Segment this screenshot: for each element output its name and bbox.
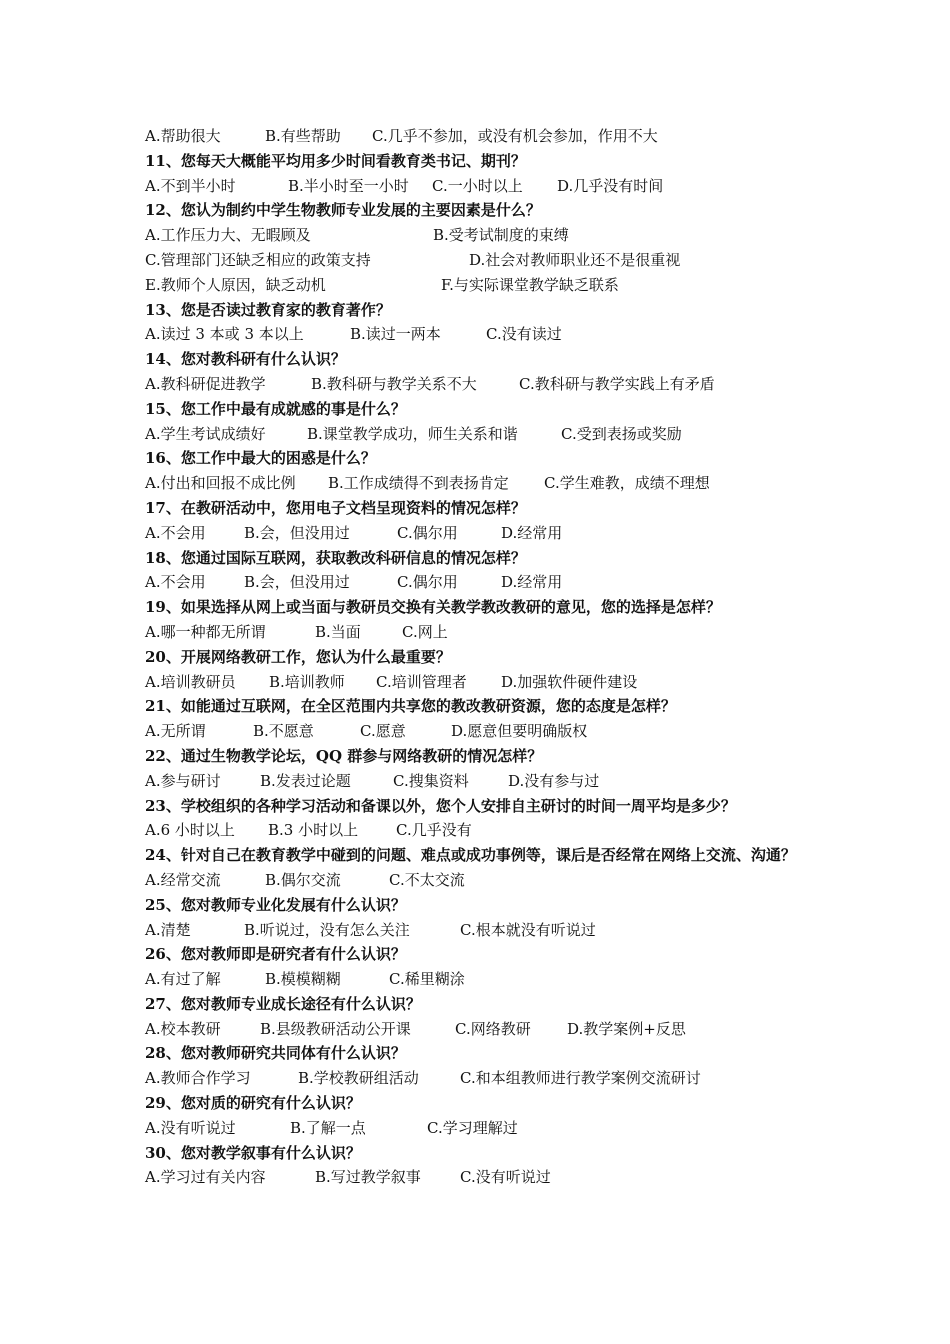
option-text: A.工作压力大、无暇顾及 [145,226,311,245]
option-text: C.学习理解过 [427,1118,518,1137]
option-text: C.几乎不参加，或没有机会参加，作用不大 [372,127,658,145]
options-row [145,422,825,447]
question-text: 21、如能通过互联网，在全区范围内共享您的教改教研资源，您的态度是怎样？ [145,697,676,716]
option-text: A.帮助很大 [145,127,221,145]
options-row [145,372,825,397]
option-text: A.读过 3 本或 3 本以上 [145,325,304,344]
option-text: A.无所谓 [145,722,206,741]
option-text: A.不到半小时 [145,176,236,195]
question-text: 16、您工作中最大的困惑是什么？ [145,449,376,468]
option-text: C.教科研与教学实践上有矛盾 [519,374,715,393]
option-text: A.参与研讨 [145,771,221,790]
option-text: B.县级教研活动公开课 [260,1019,411,1038]
option-text: D.社会对教师职业还不是很重视 [469,250,681,269]
option-text: A.有过了解 [145,970,221,989]
option-text: A.教师合作学习 [145,1069,251,1088]
options-row [145,719,825,744]
question-text: 23、学校组织的各种学习活动和备课以外，您个人安排自主研讨的时间一周平均是多少？ [145,796,736,815]
option-text: C.培训管理者 [376,672,467,691]
option-text: C.愿意 [360,722,406,741]
question-text: 18、您通过国际互联网，获取教改科研信息的情况怎样？ [145,548,526,567]
option-text: A.不会用 [145,573,206,592]
question-text: 15、您工作中最有成就感的事是什么？ [145,399,406,418]
option-text: B.课堂教学成功，师生关系和谐 [307,424,518,443]
option-text: A.没有听说过 [145,1118,236,1137]
options-row [145,322,825,347]
option-text: B.模模糊糊 [265,970,341,989]
option-text: C.偶尔用 [397,523,458,542]
question-text: 29、您对质的研究有什么认识？ [145,1094,361,1113]
options-row [145,1165,825,1190]
option-text: B.半小时至一小时 [288,176,409,195]
option-text: F.与实际课堂教学缺乏联系 [441,275,619,294]
option-text: A.付出和回报不成比例 [145,474,296,493]
question-text: 24、针对自己在教育教学中碰到的问题、难点或成功事例等，课后是否经常在网络上交流、沟通？ [145,846,796,865]
option-text: C.稀里糊涂 [389,970,465,989]
option-text: A.哪一种都无所谓 [145,622,266,641]
option-text: D.没有参与过 [508,771,600,790]
option-text: A.不会用 [145,523,206,542]
option-text: B.偶尔交流 [265,870,341,889]
option-text: E.教师个人原因，缺乏动机 [145,275,326,294]
question-text: 22、通过生物教学论坛，QQ 群参与网络教研的情况怎样？ [145,746,543,765]
question-text: 28、您对教师研究共同体有什么认识？ [145,1044,406,1063]
option-text: C.不太交流 [389,870,465,889]
question-text: 17、在教研活动中，您用电子文档呈现资料的情况怎样？ [145,498,526,517]
option-text: D.愿意但要明确版权 [451,722,588,741]
option-text: B.培训教师 [269,672,345,691]
option-text: A.培训教研员 [145,672,236,691]
option-text: A.经常交流 [145,870,221,889]
option-text: C.管理部门还缺乏相应的政策支持 [145,250,371,269]
question-text: 14、您对教科研有什么认识？ [145,350,346,369]
question-text: 13、您是否读过教育家的教育著作？ [145,300,391,319]
question-text: 11、您每天大概能平均用多少时间看教育类书记、期刊？ [145,151,526,170]
option-text: C.没有听说过 [460,1168,551,1187]
option-text: C.没有读过 [486,325,562,344]
option-text: C.一小时以上 [432,176,523,195]
options-row [145,769,825,794]
options-row [145,521,825,546]
question-text: 26、您对教师即是研究者有什么认识？ [145,945,406,964]
question-text: 12、您认为制约中学生物教师专业发展的主要因素是什么？ [145,201,541,220]
option-text: B.当面 [315,622,361,641]
options-row [145,1116,825,1141]
option-text: C.偶尔用 [397,573,458,592]
question-text: 25、您对教师专业化发展有什么认识？ [145,895,406,914]
option-text: B.了解一点 [290,1118,366,1137]
option-text: B.受考试制度的束缚 [433,226,569,245]
option-text: D.几乎没有时间 [557,176,664,195]
options-row [145,1017,825,1042]
options-row [145,818,825,843]
option-text: C.几乎没有 [396,821,472,840]
options-row [145,124,825,149]
option-text: A.6 小时以上 [145,821,235,840]
option-text: B.学校教研组活动 [298,1069,419,1088]
options-row [145,868,825,893]
option-text: C.和本组教师进行教学案例交流研讨 [460,1069,701,1088]
option-text: B.读过一两本 [350,325,441,344]
option-text: A.清楚 [145,920,191,939]
question-text: 27、您对教师专业成长途径有什么认识？ [145,994,421,1013]
option-text: B.有些帮助 [265,127,341,145]
option-text: B.教科研与教学关系不大 [311,374,477,393]
options-row [145,273,825,298]
survey-page [145,124,825,1190]
options-row [145,248,825,273]
options-row [145,1066,825,1091]
option-text: B.听说过，没有怎么关注 [244,920,410,939]
options-row [145,570,825,595]
option-text: B.会，但没用过 [244,523,350,542]
option-text: D.经常用 [501,573,563,592]
option-text: C.网上 [402,622,448,641]
question-text: 20、开展网络教研工作，您认为什么最重要？ [145,647,451,666]
options-row [145,471,825,496]
option-text: B.3 小时以上 [268,821,359,840]
option-text: B.写过教学叙事 [315,1168,421,1187]
option-text: C.学生难教，成绩不理想 [544,474,710,493]
option-text: B.工作成绩得不到表扬肯定 [328,474,509,493]
question-text: 30、您对教学叙事有什么认识？ [145,1143,361,1162]
option-text: A.校本教研 [145,1019,221,1038]
option-text: A.学习过有关内容 [145,1168,266,1187]
option-text: D.经常用 [501,523,563,542]
option-text: A.教科研促进教学 [145,374,266,393]
option-text: B.发表过论题 [260,771,351,790]
options-row [145,967,825,992]
option-text: C.网络教研 [455,1019,531,1038]
option-text: D.教学案例+反思 [567,1019,686,1038]
options-row [145,620,825,645]
option-text: B.不愿意 [253,722,314,741]
option-text: D.加强软件硬件建设 [501,672,638,691]
question-text: 19、如果选择从网上或当面与教研员交换有关教学教改教研的意见，您的选择是怎样？ [145,598,721,617]
option-text: C.受到表扬或奖励 [561,424,682,443]
options-row [145,223,825,248]
option-text: C.搜集资料 [393,771,469,790]
option-text: A.学生考试成绩好 [145,424,266,443]
option-text: C.根本就没有听说过 [460,920,596,939]
options-row [145,918,825,943]
options-row [145,174,825,199]
option-text: B.会，但没用过 [244,573,350,592]
options-row [145,670,825,695]
